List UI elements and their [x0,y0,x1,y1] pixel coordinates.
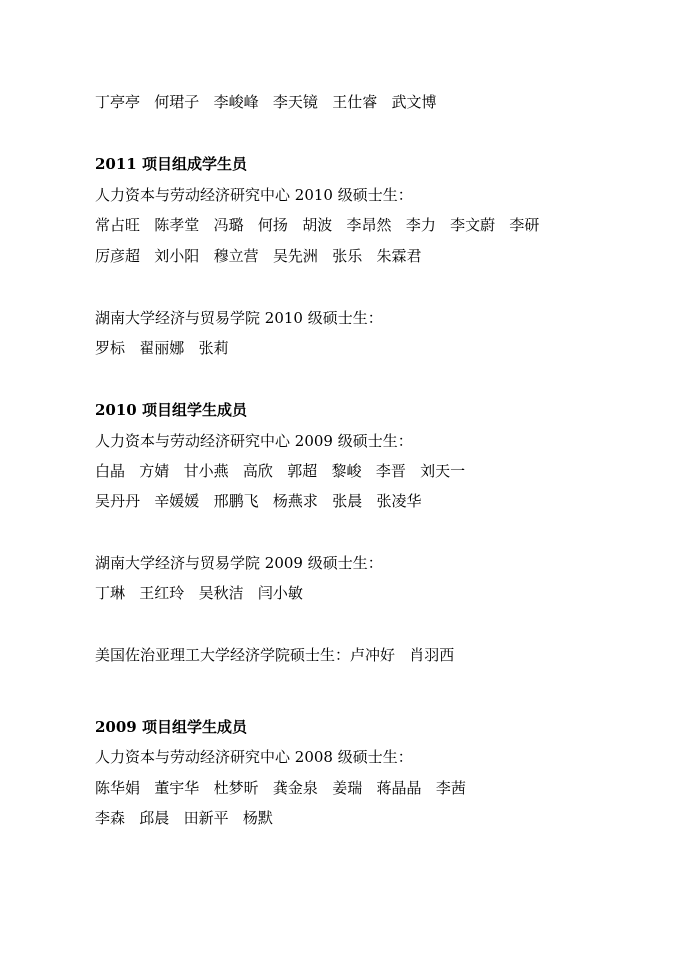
section-2010-heading: 2010 项目组学生成员 [95,401,247,419]
section-2011-group1-names-line2: 厉彦超 刘小阳 穆立营 吴先洲 张乐 朱霖君 [95,247,422,265]
section-2010-group1-label: 人力资本与劳动经济研究中心 2009 级硕士生： [95,432,413,450]
section-2011-group2-names: 罗标 翟丽娜 张莉 [95,339,229,357]
section-2010-group1-names-line1: 白晶 方婧 甘小燕 高欣 郭超 黎峻 李晋 刘天一 [95,462,466,480]
section-2011-heading: 2011 项目组成学生员 [95,155,247,173]
section-2009-group1-label: 人力资本与劳动经济研究中心 2008 级硕士生： [95,748,413,766]
section-2009-heading: 2009 项目组学生成员 [95,718,247,736]
section-2009-group1-names-line2: 李森 邱晨 田新平 杨默 [95,809,273,827]
section-2011-group1-label: 人力资本与劳动经济研究中心 2010 级硕士生： [95,186,413,204]
section-2009-group1-names-line1: 陈华娟 董宇华 杜梦昕 龚金泉 姜瑞 蒋晶晶 李茜 [95,779,466,797]
top-names-line: 丁亭亭 何珺子 李峻峰 李天镜 王仕睿 武文博 [95,93,437,111]
section-2010-group2-names: 丁琳 王红玲 吴秋洁 闫小敏 [95,584,303,602]
section-2010-group1-names-line2: 吴丹丹 辛媛媛 邢鹏飞 杨燕求 张晨 张凌华 [95,492,422,510]
section-2011-group1-names-line1: 常占旺 陈孝堂 冯璐 何扬 胡波 李昂然 李力 李文蔚 李研 [95,216,540,234]
section-2010-group3-line: 美国佐治亚理工大学经济学院硕士生：卢冲好 肖羽西 [95,646,455,664]
section-2010-group2-label: 湖南大学经济与贸易学院 2009 级硕士生： [95,554,383,572]
section-2011-group2-label: 湖南大学经济与贸易学院 2010 级硕士生： [95,309,383,327]
